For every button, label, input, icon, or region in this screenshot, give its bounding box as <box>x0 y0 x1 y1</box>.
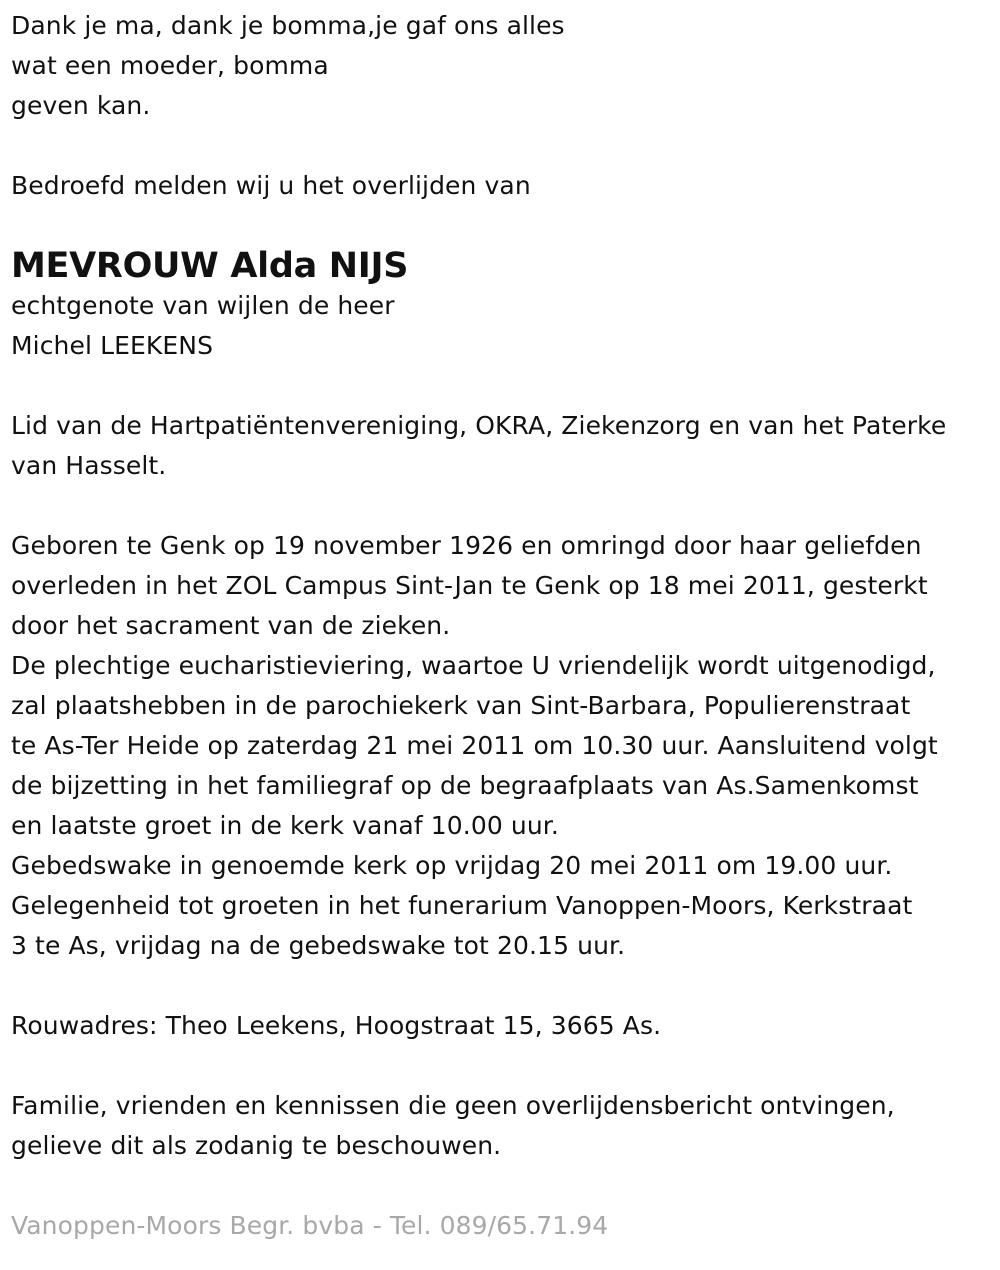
details-line: De plechtige eucharistieviering, waartoe U vriendelijk wordt uitgenodigd, <box>11 651 936 680</box>
mourning-address: Rouwadres: Theo Leekens, Hoogstraat 15, 3665 As. <box>11 1011 662 1040</box>
obituary-notice <box>11 6 996 1246</box>
details-line: door het sacrament van de zieken. <box>11 611 451 640</box>
closing-line: Familie, vrienden en kennissen die geen overlijdensbericht ontvingen, <box>11 1091 895 1120</box>
details <box>11 526 996 966</box>
membership-line: Lid van de Hartpatiëntenvereniging, OKRA, Ziekenzorg en van het Paterke <box>11 411 947 440</box>
poem-line: geven kan. <box>11 91 151 120</box>
details-line: de bijzetting in het familiegraf op de begraafplaats van As.Samenkomst <box>11 771 919 800</box>
spouse <box>11 286 996 366</box>
closing-line: gelieve dit als zodanig te beschouwen. <box>11 1131 502 1160</box>
details-line: 3 te As, vrijdag na de gebedswake tot 20.15 uur. <box>11 931 626 960</box>
details-line: Geboren te Genk op 19 november 1926 en omringd door haar geliefden <box>11 531 922 560</box>
spouse-line: Michel LEEKENS <box>11 331 214 360</box>
spouse-line: echtgenote van wijlen de heer <box>11 291 395 320</box>
poem-line: Dank je ma, dank je bomma,je gaf ons alles <box>11 11 565 40</box>
details-line: Gelegenheid tot groeten in het funerarium Vanoppen-Moors, Kerkstraat <box>11 891 913 920</box>
membership <box>11 406 996 486</box>
details-line: zal plaatshebben in de parochiekerk van Sint-Barbara, Populierenstraat <box>11 691 911 720</box>
details-line: te As-Ter Heide op zaterdag 21 mei 2011 om 10.30 uur. Aansluitend volgt <box>11 731 938 760</box>
details-line: Gebedswake in genoemde kerk op vrijdag 20 mei 2011 om 19.00 uur. <box>11 851 893 880</box>
details-line: en laatste groet in de kerk vanaf 10.00 uur. <box>11 811 559 840</box>
poem-line: wat een moeder, bomma <box>11 51 329 80</box>
announcement: Bedroefd melden wij u het overlijden van <box>11 171 531 200</box>
funeral-home-footer: Vanoppen-Moors Begr. bvba - Tel. 089/65.71.94 <box>11 1211 609 1240</box>
membership-line: van Hasselt. <box>11 451 167 480</box>
closing <box>11 1086 996 1166</box>
poem <box>11 6 996 126</box>
details-line: overleden in het ZOL Campus Sint-Jan te Genk op 18 mei 2011, gesterkt <box>11 571 928 600</box>
deceased-name: MEVROUW Alda NIJS <box>11 246 409 286</box>
